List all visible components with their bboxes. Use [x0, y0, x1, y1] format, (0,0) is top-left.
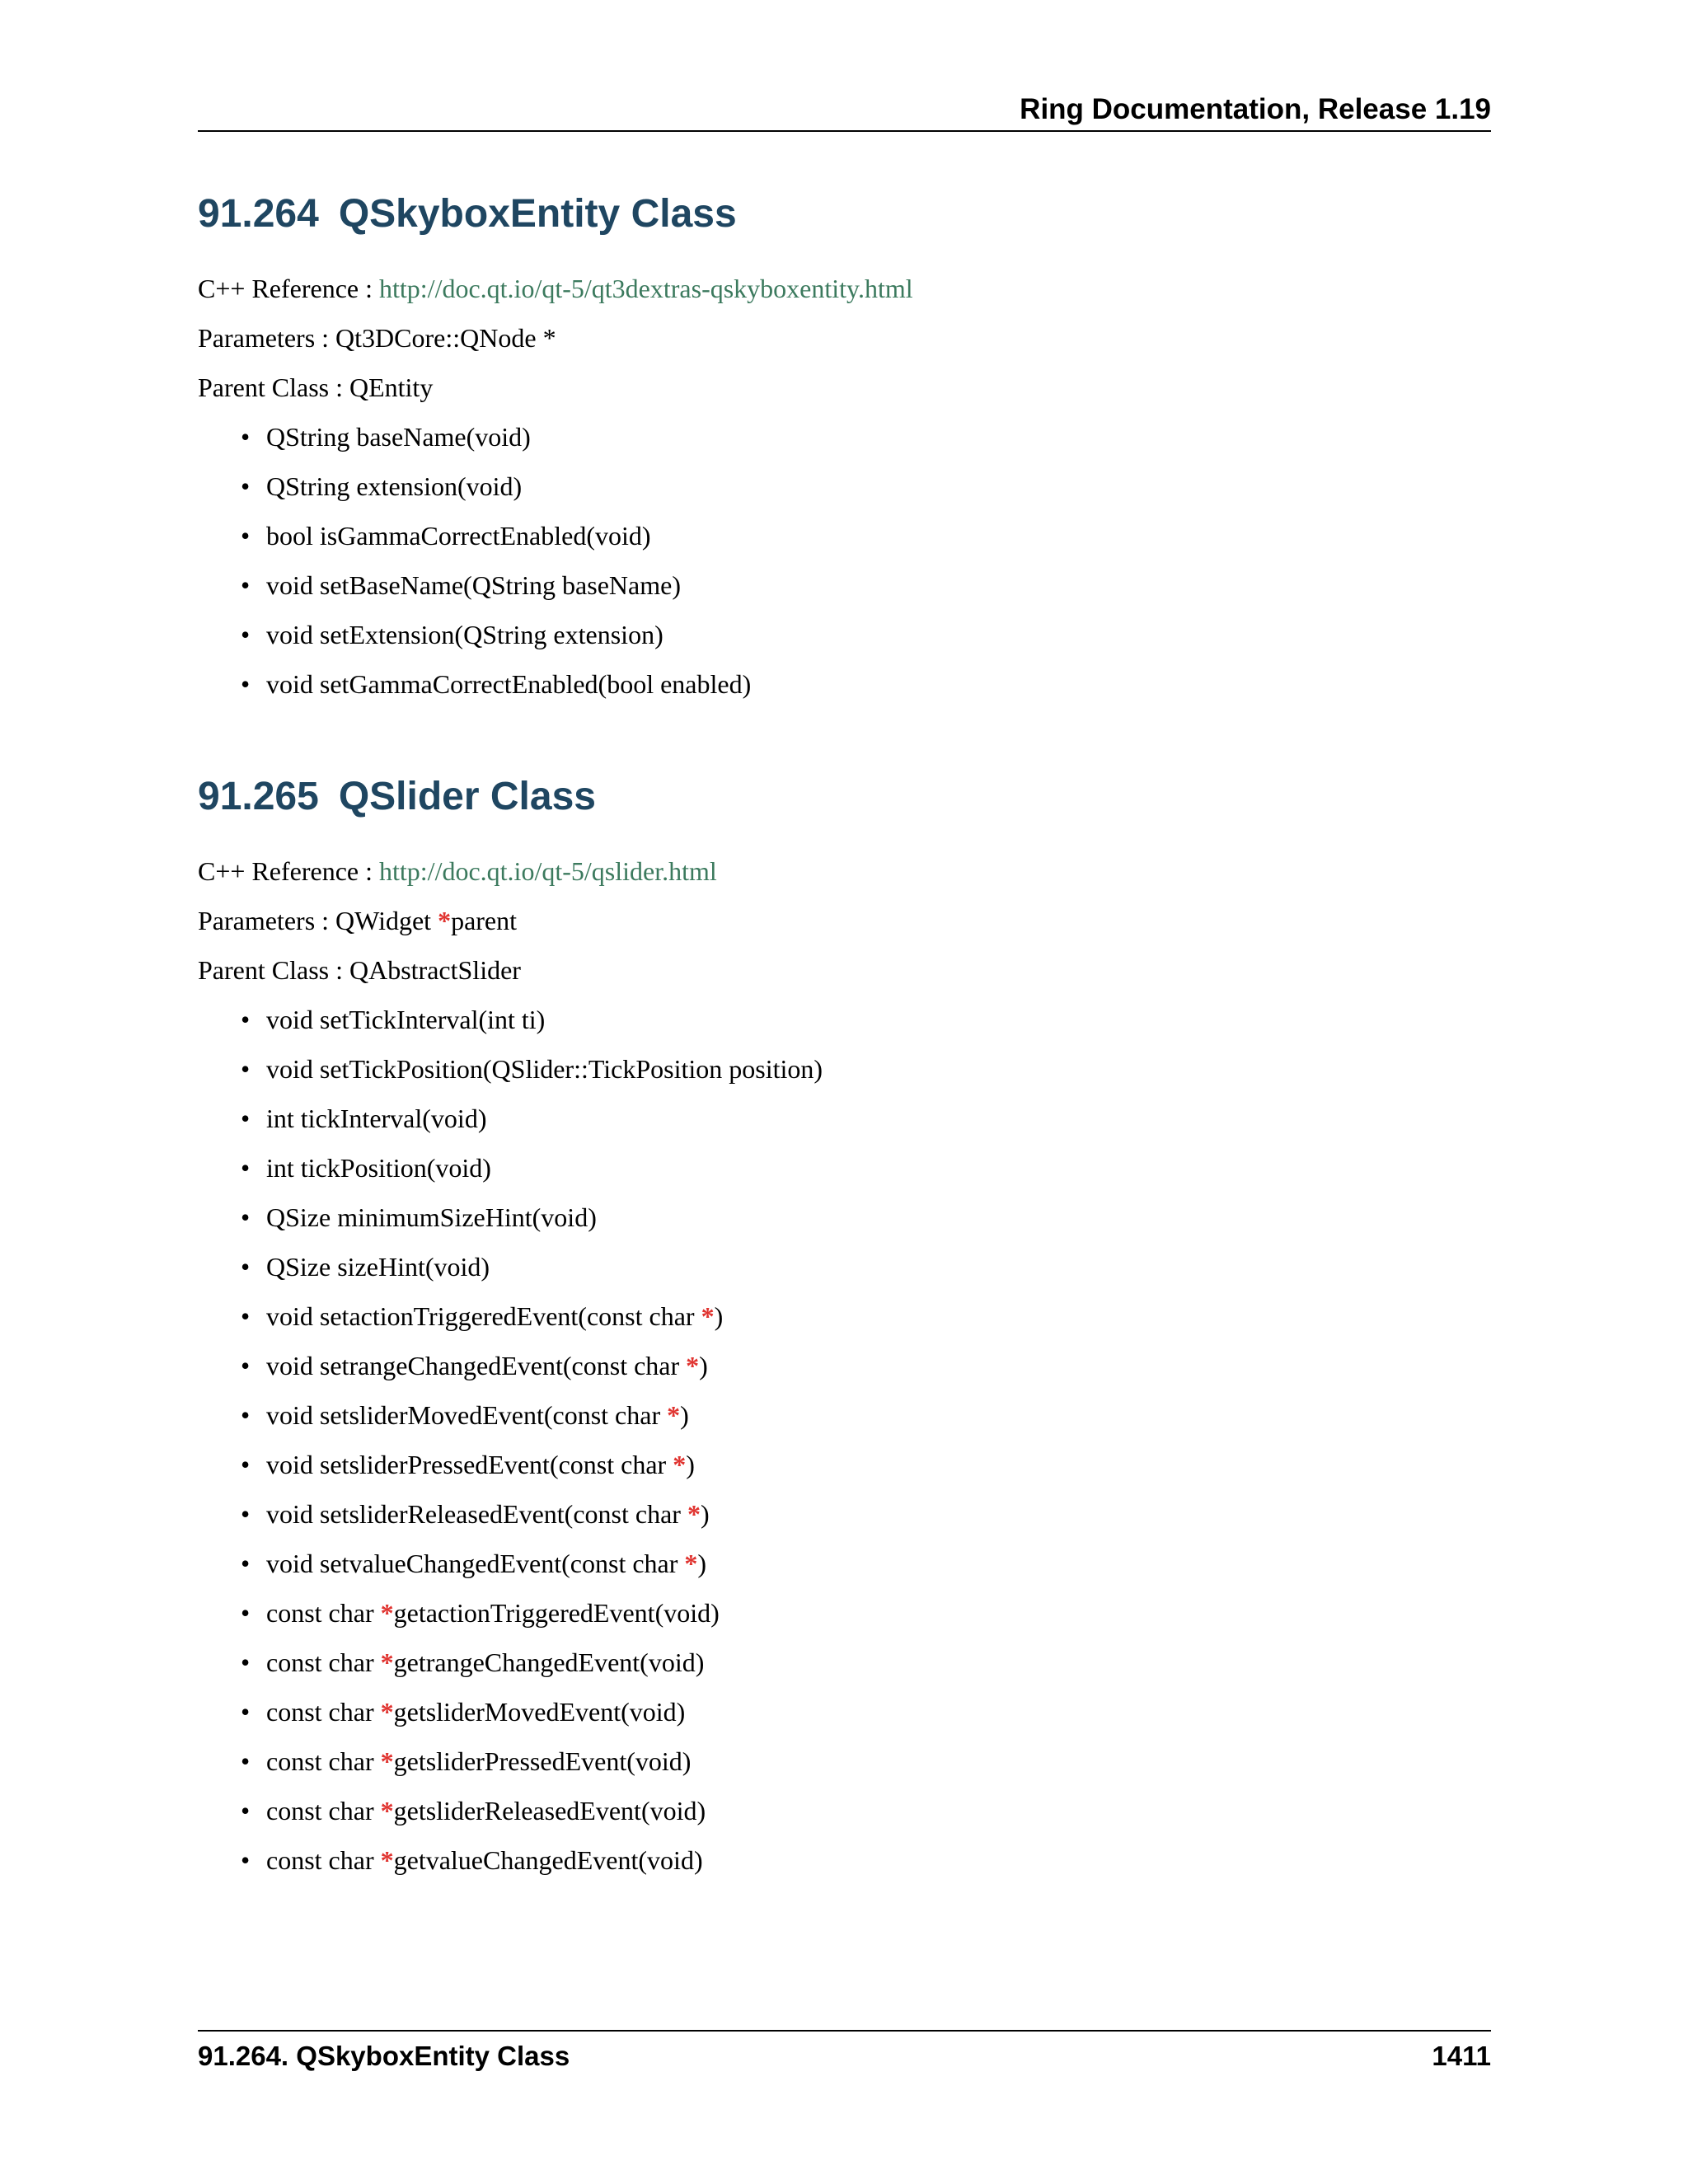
method-signature	[266, 1499, 710, 1529]
parameters-name: parent	[451, 906, 518, 935]
parent-class-label: Parent Class :	[198, 955, 343, 985]
pointer-star: *	[380, 1697, 394, 1727]
bullet-icon: •	[241, 1598, 251, 1628]
method-signature: bool isGammaCorrectEnabled(void)	[266, 521, 651, 551]
list-item	[198, 1497, 1491, 1547]
pointer-star: *	[438, 906, 452, 935]
cpp-reference-link[interactable]: http://doc.qt.io/qt-5/qslider.html	[379, 856, 717, 886]
pointer-star: *	[684, 1549, 698, 1578]
list-item	[198, 1547, 1491, 1596]
page-number: 1411	[1432, 2041, 1491, 2071]
method-signature: void setGammaCorrectEnabled(bool enabled)	[266, 669, 752, 699]
list-item	[198, 668, 1491, 717]
method-signature	[266, 1796, 706, 1825]
signature-text: getvalueChangedEvent(void)	[393, 1845, 703, 1875]
signature-text: )	[700, 1499, 710, 1529]
list-item	[198, 420, 1491, 470]
signature-text: void setsliderMovedEvent(const char	[266, 1400, 668, 1430]
running-header: Ring Documentation, Release 1.19	[1020, 93, 1491, 125]
bullet-icon: •	[241, 1746, 251, 1776]
method-signature	[266, 1549, 706, 1578]
signature-text: )	[680, 1400, 689, 1430]
bullet-icon: •	[241, 1202, 251, 1232]
section-heading	[198, 190, 1491, 239]
section-title: QSkyboxEntity Class	[338, 192, 737, 236]
list-item	[198, 1448, 1491, 1497]
signature-text: const char	[266, 1697, 381, 1727]
bullet-icon: •	[241, 422, 251, 452]
method-signature: int tickInterval(void)	[266, 1104, 487, 1133]
signature-text: const char	[266, 1647, 381, 1677]
list-item	[198, 1052, 1491, 1102]
method-signature	[266, 1845, 703, 1875]
signature-text: const char	[266, 1598, 381, 1628]
bullet-icon: •	[241, 1153, 251, 1183]
list-item	[198, 1596, 1491, 1646]
pointer-star: *	[687, 1499, 701, 1529]
method-signature: QSize sizeHint(void)	[266, 1252, 490, 1282]
bullet-icon: •	[241, 1697, 251, 1727]
cpp-reference-link[interactable]: http://doc.qt.io/qt-5/qt3dextras-qskyboxentity.html	[379, 274, 913, 303]
method-list	[198, 1003, 1491, 1893]
signature-text: void setsliderPressedEvent(const char	[266, 1450, 673, 1479]
section-heading	[198, 772, 1491, 822]
bullet-icon: •	[241, 1252, 251, 1282]
footer-rule	[198, 2030, 1491, 2032]
signature-text: )	[697, 1549, 707, 1578]
list-item	[198, 1349, 1491, 1399]
bullet-icon: •	[241, 1647, 251, 1677]
list-item	[198, 569, 1491, 618]
section-qslider	[198, 772, 1491, 1893]
signature-text: getactionTriggeredEvent(void)	[393, 1598, 720, 1628]
footer-section-label: 91.264. QSkyboxEntity Class	[198, 2041, 570, 2071]
section-title: QSlider Class	[338, 775, 596, 818]
list-item	[198, 1745, 1491, 1794]
method-signature	[266, 1351, 708, 1380]
bullet-icon: •	[241, 1499, 251, 1529]
list-item	[198, 1250, 1491, 1300]
bullet-icon: •	[241, 669, 251, 699]
signature-text: void setsliderReleasedEvent(const char	[266, 1499, 687, 1529]
signature-text: getsliderReleasedEvent(void)	[393, 1796, 706, 1825]
bullet-icon: •	[241, 1845, 251, 1875]
signature-text: getrangeChangedEvent(void)	[393, 1647, 705, 1677]
bullet-icon: •	[241, 1450, 251, 1479]
signature-text: const char	[266, 1796, 381, 1825]
bullet-icon: •	[241, 1005, 251, 1034]
list-item	[198, 1646, 1491, 1695]
list-item	[198, 1794, 1491, 1844]
cpp-reference-label: C++ Reference :	[198, 856, 373, 886]
list-item	[198, 1399, 1491, 1448]
parameters-type: QWidget	[335, 906, 438, 935]
pointer-star: *	[673, 1450, 687, 1479]
pointer-star: *	[380, 1746, 394, 1776]
method-signature: void setTickInterval(int ti)	[266, 1005, 546, 1034]
list-item	[198, 1201, 1491, 1250]
signature-text: void setrangeChangedEvent(const char	[266, 1351, 687, 1380]
method-list	[198, 420, 1491, 717]
bullet-icon: •	[241, 620, 251, 649]
bullet-icon: •	[241, 1104, 251, 1133]
signature-text: )	[686, 1450, 695, 1479]
section-number: 91.265	[198, 775, 319, 818]
document-page	[198, 0, 1491, 2184]
list-item	[198, 618, 1491, 668]
list-item	[198, 1102, 1491, 1151]
method-signature: QSize minimumSizeHint(void)	[266, 1202, 597, 1232]
bullet-icon: •	[241, 1351, 251, 1380]
method-signature: void setExtension(QString extension)	[266, 620, 663, 649]
pointer-star: *	[380, 1845, 394, 1875]
signature-text: )	[714, 1301, 724, 1331]
section-number: 91.264	[198, 192, 319, 236]
cpp-reference-label: C++ Reference :	[198, 274, 373, 303]
parent-class	[198, 954, 1491, 987]
list-item	[198, 470, 1491, 519]
pointer-star: *	[667, 1400, 681, 1430]
signature-text: const char	[266, 1746, 381, 1776]
list-item	[198, 1151, 1491, 1201]
parameters-value	[335, 906, 517, 935]
list-item	[198, 1695, 1491, 1745]
bullet-icon: •	[241, 1301, 251, 1331]
method-signature	[266, 1450, 695, 1479]
method-signature	[266, 1746, 691, 1776]
header-rule	[198, 130, 1491, 132]
parent-class-value: QAbstractSlider	[349, 955, 521, 985]
list-item	[198, 1844, 1491, 1893]
pointer-star: *	[380, 1598, 394, 1628]
list-item	[198, 1300, 1491, 1349]
list-item	[198, 519, 1491, 569]
list-item	[198, 1003, 1491, 1052]
method-signature	[266, 1697, 685, 1727]
pointer-star: *	[701, 1301, 715, 1331]
method-signature: QString baseName(void)	[266, 422, 531, 452]
cpp-reference	[198, 272, 1491, 305]
method-signature: void setBaseName(QString baseName)	[266, 570, 681, 600]
parameters	[198, 904, 1491, 937]
parent-class	[198, 371, 1491, 404]
signature-text: const char	[266, 1845, 381, 1875]
bullet-icon: •	[241, 471, 251, 501]
parameters	[198, 321, 1491, 354]
bullet-icon: •	[241, 1549, 251, 1578]
parent-class-value: QEntity	[349, 373, 434, 402]
signature-text: getsliderMovedEvent(void)	[393, 1697, 686, 1727]
pointer-star: *	[380, 1647, 394, 1677]
signature-text: void setvalueChangedEvent(const char	[266, 1549, 685, 1578]
signature-text: getsliderPressedEvent(void)	[393, 1746, 692, 1776]
parent-class-label: Parent Class :	[198, 373, 343, 402]
method-signature	[266, 1301, 723, 1331]
cpp-reference	[198, 855, 1491, 888]
signature-text: void setactionTriggeredEvent(const char	[266, 1301, 701, 1331]
method-signature: int tickPosition(void)	[266, 1153, 491, 1183]
bullet-icon: •	[241, 570, 251, 600]
parameters-value: Qt3DCore::QNode *	[335, 323, 556, 353]
parameters-label: Parameters :	[198, 906, 330, 935]
pointer-star: *	[380, 1796, 394, 1825]
parameters-label: Parameters :	[198, 323, 330, 353]
method-signature: QString extension(void)	[266, 471, 523, 501]
bullet-icon: •	[241, 1796, 251, 1825]
method-signature	[266, 1598, 720, 1628]
method-signature: void setTickPosition(QSlider::TickPosition position)	[266, 1054, 823, 1084]
method-signature	[266, 1400, 689, 1430]
pointer-star: *	[686, 1351, 700, 1380]
signature-text: )	[699, 1351, 708, 1380]
section-qskyboxentity	[198, 190, 1491, 717]
bullet-icon: •	[241, 521, 251, 551]
method-signature	[266, 1647, 704, 1677]
bullet-icon: •	[241, 1054, 251, 1084]
bullet-icon: •	[241, 1400, 251, 1430]
